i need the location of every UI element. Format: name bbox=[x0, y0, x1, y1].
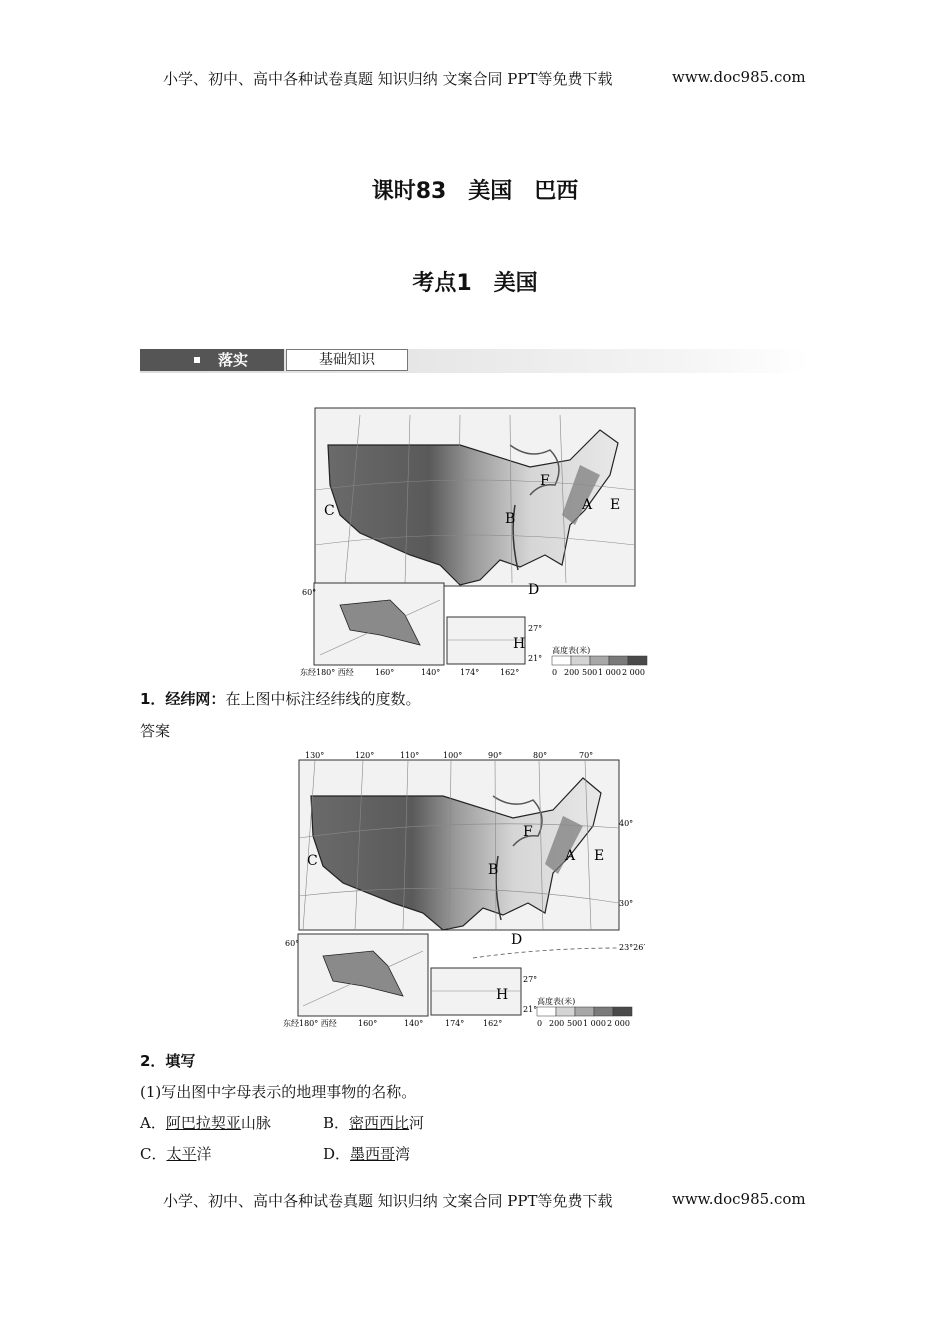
map2-elevation-legend bbox=[537, 1007, 632, 1016]
map-letter-h: H bbox=[513, 636, 526, 652]
answer-c: C．太平洋 bbox=[140, 1145, 212, 1163]
inset-lon-162: 162° bbox=[500, 668, 520, 677]
lat-30: 30° bbox=[619, 899, 634, 908]
map2-inset-lon-174: 174° bbox=[445, 1019, 465, 1028]
svg-text:200: 200 bbox=[549, 1019, 565, 1028]
section-label: 基础知识 bbox=[286, 349, 408, 371]
lon-120: 120° bbox=[355, 751, 375, 760]
svg-text:200: 200 bbox=[564, 668, 580, 677]
inset-lat-27: 27° bbox=[528, 624, 543, 633]
inset-lon-180: 东经180° 西经 bbox=[300, 668, 354, 677]
map2-letter-e: E bbox=[594, 848, 605, 864]
map2-letter-c: C bbox=[307, 853, 318, 869]
map2-inset-lat-21: 21° bbox=[523, 1005, 538, 1014]
inset-lat-60: 60° bbox=[302, 588, 317, 597]
lon-90: 90° bbox=[488, 751, 503, 760]
svg-text:2 000: 2 000 bbox=[607, 1019, 630, 1028]
map-letter-e: E bbox=[610, 497, 621, 513]
fill-blank-c: 太平 bbox=[166, 1145, 197, 1163]
inset-lon-174: 174° bbox=[460, 668, 480, 677]
map-letter-b: B bbox=[505, 511, 516, 527]
svg-text:1 000: 1 000 bbox=[583, 1019, 606, 1028]
section-tag: 落实 bbox=[140, 349, 284, 371]
svg-text:0: 0 bbox=[537, 1019, 543, 1028]
answer-label: 答案 bbox=[140, 722, 171, 740]
lon-100: 100° bbox=[443, 751, 463, 760]
map2-inset-lon-140: 140° bbox=[404, 1019, 424, 1028]
inset-lon-160: 160° bbox=[375, 668, 395, 677]
usa-map-1 bbox=[300, 405, 650, 677]
map2-inset-lon-160: 160° bbox=[358, 1019, 378, 1028]
map2-letter-d: D bbox=[511, 932, 523, 948]
map-letter-d: D bbox=[528, 582, 540, 598]
lesson-title: 课时83 美国 巴西 bbox=[371, 179, 579, 204]
map2-inset-lon-180: 东经180° 西经 bbox=[283, 1019, 337, 1028]
section-banner bbox=[140, 349, 810, 373]
map2-letter-h: H bbox=[496, 987, 509, 1003]
map2-inset-lon-162: 162° bbox=[483, 1019, 503, 1028]
map-letter-f: F bbox=[540, 473, 550, 489]
lon-80: 80° bbox=[533, 751, 548, 760]
map2-letter-b: B bbox=[488, 862, 499, 878]
map2-letter-a: A bbox=[565, 848, 576, 864]
footer-text: 小学、初中、高中各种试卷真题 知识归纳 文案合同 PPT等免费下载 bbox=[163, 1192, 613, 1210]
lat-40: 40° bbox=[619, 819, 634, 828]
map2-letter-f: F bbox=[523, 824, 533, 840]
map2-inset-lat-27: 27° bbox=[523, 975, 538, 984]
topic-title: 考点1 美国 bbox=[412, 271, 538, 296]
lon-130: 130° bbox=[305, 751, 325, 760]
lon-110: 110° bbox=[400, 751, 420, 760]
header-text: 小学、初中、高中各种试卷真题 知识归纳 文案合同 PPT等免费下载 bbox=[163, 70, 613, 88]
question-2-1: (1)写出图中字母表示的地理事物的名称。 bbox=[140, 1083, 417, 1101]
svg-text:2 000: 2 000 bbox=[622, 668, 645, 677]
lat-tropic: 23°26′ bbox=[619, 943, 646, 952]
answer-b: B．密西西比河 bbox=[323, 1114, 425, 1132]
fill-blank-d: 墨西哥 bbox=[350, 1145, 396, 1163]
answer-a: A．阿巴拉契亚山脉 bbox=[140, 1114, 271, 1132]
map-letter-a: A bbox=[582, 497, 593, 513]
svg-text:0: 0 bbox=[552, 668, 558, 677]
square-bullet-icon bbox=[194, 357, 200, 363]
svg-text:500: 500 bbox=[567, 1019, 583, 1028]
svg-text:500: 500 bbox=[582, 668, 598, 677]
header-url: www.doc985.com bbox=[672, 68, 806, 86]
map2-legend-title: 高度表(米) bbox=[537, 997, 576, 1006]
fill-blank-b: 密西西比 bbox=[349, 1114, 410, 1132]
elevation-legend bbox=[552, 656, 647, 665]
lon-70: 70° bbox=[579, 751, 594, 760]
usa-map-2 bbox=[283, 748, 653, 1030]
fill-blank-a: 阿巴拉契亚 bbox=[165, 1114, 241, 1132]
question-2: 2．填写 bbox=[140, 1052, 196, 1070]
svg-text:1 000: 1 000 bbox=[598, 668, 621, 677]
map-letter-c: C bbox=[324, 503, 335, 519]
legend-title: 高度表(米) bbox=[552, 646, 591, 655]
footer-url: www.doc985.com bbox=[672, 1190, 806, 1208]
inset-lon-140: 140° bbox=[421, 668, 441, 677]
answer-d: D．墨西哥湾 bbox=[323, 1145, 411, 1163]
inset-lat-21: 21° bbox=[528, 654, 543, 663]
question-1: 1．经纬网：在上图中标注经纬线的度数。 bbox=[140, 690, 421, 708]
map2-inset-lat-60: 60° bbox=[285, 939, 300, 948]
